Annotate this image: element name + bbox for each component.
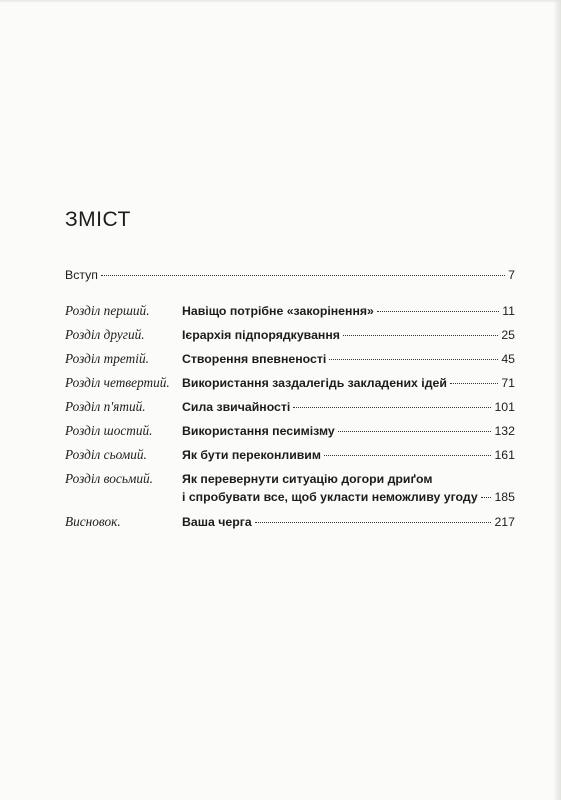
toc-page-number: 101 [494, 400, 515, 414]
toc-entry-title: Як бути переконливим [182, 448, 321, 462]
toc-entry-chapter-1[interactable] [65, 302, 515, 326]
chapter-label: Розділ восьмий. [65, 471, 153, 486]
toc-entry-body [182, 422, 515, 440]
toc-page-number: 161 [494, 448, 515, 462]
toc-line [182, 326, 515, 344]
toc-entry-chapter-2[interactable] [65, 326, 515, 350]
toc-line [182, 350, 515, 368]
chapter-label: Розділ сьомий. [65, 447, 147, 462]
toc-entry-title: Як перевернути ситуацію догори дриґом [182, 472, 433, 486]
chapter-label: Розділ перший. [65, 303, 150, 318]
toc-page-number: 25 [501, 328, 515, 342]
page-edge [0, 0, 561, 3]
dot-leader [377, 311, 499, 312]
toc-page-number: 7 [508, 268, 515, 282]
toc-entry-body [182, 350, 515, 368]
toc-entry-chapter-8[interactable] [65, 470, 515, 513]
dot-leader [481, 497, 492, 498]
toc-entry-chapter-5[interactable] [65, 398, 515, 422]
toc-page-number: 185 [494, 490, 515, 504]
toc-entry-title: Використання заздалегідь закладених ідей [182, 376, 447, 390]
toc-line [182, 302, 515, 320]
toc-line [182, 488, 515, 506]
toc-entry-body [182, 374, 515, 392]
table-of-contents [65, 266, 515, 537]
dot-leader [324, 455, 492, 456]
toc-entry-body [182, 302, 515, 320]
toc-entry-title: Використання песимізму [182, 424, 335, 438]
chapter-label: Висновок. [65, 514, 121, 529]
toc-entry-title: Ваша черга [182, 515, 252, 529]
toc-entry-body [182, 326, 515, 344]
dot-leader [255, 522, 492, 523]
dot-leader [343, 335, 498, 336]
toc-entry-body [182, 513, 515, 531]
toc-line [65, 266, 515, 284]
dot-leader [329, 359, 498, 360]
toc-entry-title: Навіщо потрібне «закорінення» [182, 304, 374, 318]
toc-entry-body [182, 470, 515, 506]
toc-line [182, 470, 515, 488]
toc-entry-title: Сила звичайності [182, 400, 291, 414]
chapter-label: Розділ шостий. [65, 423, 153, 438]
toc-page-number: 71 [501, 376, 515, 390]
dot-leader [338, 431, 492, 432]
dot-leader [450, 383, 498, 384]
toc-entry-chapter-7[interactable] [65, 446, 515, 470]
toc-entry-body [65, 266, 515, 284]
toc-page-number: 45 [501, 352, 515, 366]
chapter-label: Розділ третій. [65, 351, 149, 366]
toc-entry-conclusion[interactable] [65, 513, 515, 537]
chapter-label: Розділ четвертий. [65, 375, 170, 390]
dot-leader [293, 407, 491, 408]
toc-line [182, 422, 515, 440]
toc-entry-title: Створення впевненості [182, 352, 327, 366]
toc-entry-title: Вступ [65, 268, 98, 282]
toc-page-number: 217 [494, 515, 515, 529]
page-edge-shadow [553, 0, 561, 800]
toc-entry-body [182, 398, 515, 416]
toc-entry-title: Ієрархія підпорядкування [182, 328, 340, 342]
toc-entry-chapter-6[interactable] [65, 422, 515, 446]
dot-leader [101, 275, 505, 276]
toc-line [182, 513, 515, 531]
toc-entry-body [182, 446, 515, 464]
chapter-label: Розділ п'ятий. [65, 399, 146, 414]
toc-line [182, 398, 515, 416]
toc-heading: ЗМІСТ [65, 208, 131, 231]
toc-entry-intro[interactable] [65, 266, 515, 302]
toc-line [182, 446, 515, 464]
toc-page-number: 132 [494, 424, 515, 438]
toc-entry-chapter-3[interactable] [65, 350, 515, 374]
toc-entry-title: і спробувати все, щоб укласти неможливу угоду [182, 490, 478, 504]
chapter-label: Розділ другий. [65, 327, 145, 342]
toc-page-number: 11 [502, 304, 515, 318]
toc-line [182, 374, 515, 392]
toc-entry-chapter-4[interactable] [65, 374, 515, 398]
